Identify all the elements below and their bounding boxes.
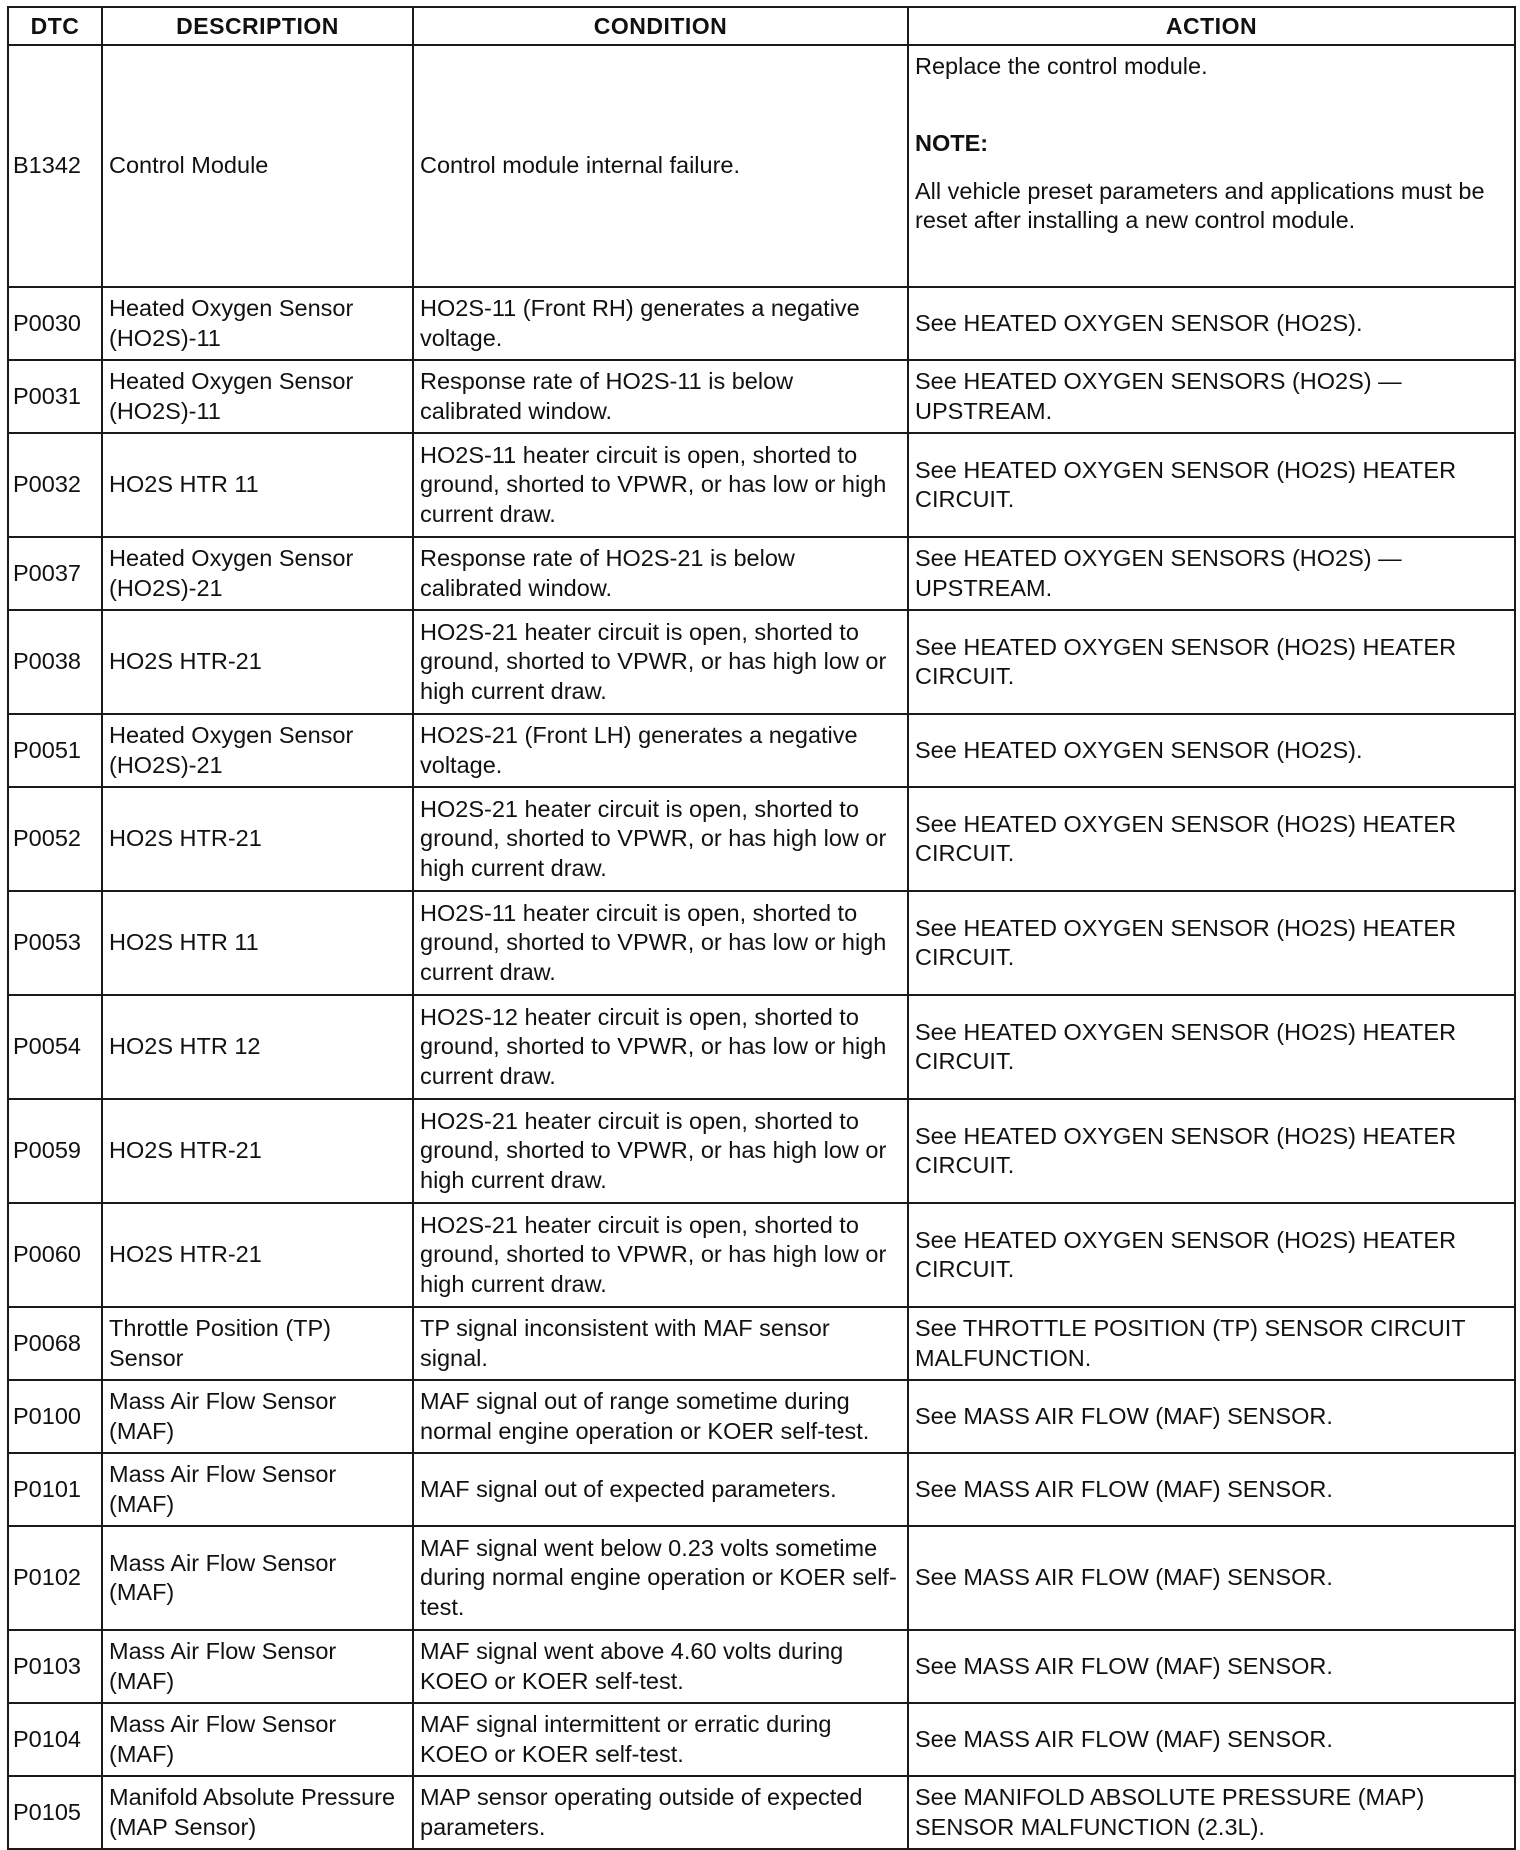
dtc-condition: HO2S-11 heater circuit is open, shorted to ground, shorted to VPWR, or has low or high current draw. — [413, 891, 908, 995]
dtc-description: Mass Air Flow Sensor (MAF) — [102, 1526, 413, 1630]
table-row — [8, 995, 1515, 1099]
header-action: ACTION — [908, 7, 1515, 45]
table-row — [8, 1526, 1515, 1630]
dtc-code: P0037 — [8, 537, 102, 610]
dtc-action: See HEATED OXYGEN SENSOR (HO2S) HEATER CIRCUIT. — [908, 995, 1515, 1099]
dtc-action: See HEATED OXYGEN SENSOR (HO2S) HEATER CIRCUIT. — [908, 610, 1515, 714]
dtc-condition: MAF signal went below 0.23 volts sometime during normal engine operation or KOER self-test. — [413, 1526, 908, 1630]
dtc-description: HO2S HTR-21 — [102, 1099, 413, 1203]
table-row — [8, 45, 1515, 287]
dtc-action: See HEATED OXYGEN SENSOR (HO2S). — [908, 714, 1515, 787]
dtc-description: HO2S HTR 11 — [102, 891, 413, 995]
dtc-code: P0059 — [8, 1099, 102, 1203]
table-row — [8, 1099, 1515, 1203]
table-row — [8, 1776, 1515, 1849]
dtc-condition: Response rate of HO2S-11 is below calibrated window. — [413, 360, 908, 433]
dtc-description: Manifold Absolute Pressure (MAP Sensor) — [102, 1776, 413, 1849]
dtc-action — [908, 45, 1515, 287]
header-description: DESCRIPTION — [102, 7, 413, 45]
dtc-action: See HEATED OXYGEN SENSOR (HO2S) HEATER CIRCUIT. — [908, 891, 1515, 995]
dtc-description: HO2S HTR-21 — [102, 787, 413, 891]
table-row — [8, 1630, 1515, 1703]
dtc-description: HO2S HTR-21 — [102, 610, 413, 714]
dtc-condition: HO2S-21 heater circuit is open, shorted to ground, shorted to VPWR, or has high low or high current draw. — [413, 1203, 908, 1307]
dtc-condition: HO2S-21 heater circuit is open, shorted to ground, shorted to VPWR, or has high low or high current draw. — [413, 610, 908, 714]
dtc-condition: HO2S-21 heater circuit is open, shorted to ground, shorted to VPWR, or has high low or high current draw. — [413, 1099, 908, 1203]
dtc-description: Mass Air Flow Sensor (MAF) — [102, 1453, 413, 1526]
dtc-code: P0104 — [8, 1703, 102, 1776]
dtc-action: See MASS AIR FLOW (MAF) SENSOR. — [908, 1453, 1515, 1526]
table-row — [8, 1703, 1515, 1776]
dtc-code: P0052 — [8, 787, 102, 891]
dtc-code: P0030 — [8, 287, 102, 360]
dtc-code: P0054 — [8, 995, 102, 1099]
dtc-code: P0031 — [8, 360, 102, 433]
dtc-code: P0101 — [8, 1453, 102, 1526]
dtc-code: P0060 — [8, 1203, 102, 1307]
dtc-description: Mass Air Flow Sensor (MAF) — [102, 1380, 413, 1453]
dtc-condition: HO2S-21 heater circuit is open, shorted to ground, shorted to VPWR, or has high low or high current draw. — [413, 787, 908, 891]
header-condition: CONDITION — [413, 7, 908, 45]
dtc-description: Heated Oxygen Sensor (HO2S)-11 — [102, 360, 413, 433]
dtc-action: See HEATED OXYGEN SENSOR (HO2S) HEATER CIRCUIT. — [908, 1203, 1515, 1307]
dtc-action: See MASS AIR FLOW (MAF) SENSOR. — [908, 1630, 1515, 1703]
dtc-condition: MAF signal intermittent or erratic during KOEO or KOER self-test. — [413, 1703, 908, 1776]
dtc-action: See MANIFOLD ABSOLUTE PRESSURE (MAP) SENSOR MALFUNCTION (2.3L). — [908, 1776, 1515, 1849]
dtc-description: Heated Oxygen Sensor (HO2S)-21 — [102, 537, 413, 610]
table-row — [8, 1380, 1515, 1453]
dtc-condition: Response rate of HO2S-21 is below calibrated window. — [413, 537, 908, 610]
table-row — [8, 891, 1515, 995]
table-row — [8, 360, 1515, 433]
dtc-code: P0038 — [8, 610, 102, 714]
dtc-code: P0053 — [8, 891, 102, 995]
dtc-action: See MASS AIR FLOW (MAF) SENSOR. — [908, 1526, 1515, 1630]
dtc-action: See HEATED OXYGEN SENSORS (HO2S) — UPSTREAM. — [908, 360, 1515, 433]
header-dtc: DTC — [8, 7, 102, 45]
dtc-action: See MASS AIR FLOW (MAF) SENSOR. — [908, 1380, 1515, 1453]
dtc-table — [7, 6, 1516, 1850]
action-text: Replace the control module. — [915, 53, 1208, 79]
dtc-condition: MAP sensor operating outside of expected parameters. — [413, 1776, 908, 1849]
dtc-description: Throttle Position (TP) Sensor — [102, 1307, 413, 1380]
table-row — [8, 1203, 1515, 1307]
note-label: NOTE: — [915, 130, 989, 157]
dtc-code: P0102 — [8, 1526, 102, 1630]
dtc-description: HO2S HTR-21 — [102, 1203, 413, 1307]
dtc-code: P0051 — [8, 714, 102, 787]
dtc-condition: MAF signal out of expected parameters. — [413, 1453, 908, 1526]
dtc-description: Mass Air Flow Sensor (MAF) — [102, 1703, 413, 1776]
dtc-condition: TP signal inconsistent with MAF sensor signal. — [413, 1307, 908, 1380]
dtc-code: P0068 — [8, 1307, 102, 1380]
dtc-action: See HEATED OXYGEN SENSORS (HO2S) — UPSTREAM. — [908, 537, 1515, 610]
dtc-description: Heated Oxygen Sensor (HO2S)-21 — [102, 714, 413, 787]
dtc-condition: Control module internal failure. — [413, 45, 908, 287]
dtc-action: See THROTTLE POSITION (TP) SENSOR CIRCUIT MALFUNCTION. — [908, 1307, 1515, 1380]
dtc-action: See HEATED OXYGEN SENSOR (HO2S) HEATER CIRCUIT. — [908, 787, 1515, 891]
dtc-code: P0100 — [8, 1380, 102, 1453]
dtc-condition: HO2S-11 heater circuit is open, shorted to ground, shorted to VPWR, or has low or high current draw. — [413, 433, 908, 537]
table-row — [8, 287, 1515, 360]
table-row — [8, 537, 1515, 610]
table-row — [8, 714, 1515, 787]
dtc-code: P0103 — [8, 1630, 102, 1703]
dtc-description: HO2S HTR 12 — [102, 995, 413, 1099]
dtc-description: Control Module — [102, 45, 413, 287]
dtc-condition: HO2S-11 (Front RH) generates a negative voltage. — [413, 287, 908, 360]
dtc-description: Heated Oxygen Sensor (HO2S)-11 — [102, 287, 413, 360]
dtc-code: P0105 — [8, 1776, 102, 1849]
table-row — [8, 610, 1515, 714]
note-text: All vehicle preset parameters and applications must be reset after installing a new control module. — [915, 177, 1485, 234]
dtc-action: See HEATED OXYGEN SENSOR (HO2S). — [908, 287, 1515, 360]
table-row — [8, 1307, 1515, 1380]
dtc-condition: MAF signal out of range sometime during normal engine operation or KOER self-test. — [413, 1380, 908, 1453]
dtc-code: B1342 — [8, 45, 102, 287]
table-row — [8, 433, 1515, 537]
dtc-code: P0032 — [8, 433, 102, 537]
dtc-condition: HO2S-21 (Front LH) generates a negative voltage. — [413, 714, 908, 787]
dtc-action: See HEATED OXYGEN SENSOR (HO2S) HEATER CIRCUIT. — [908, 433, 1515, 537]
dtc-description: HO2S HTR 11 — [102, 433, 413, 537]
dtc-condition: HO2S-12 heater circuit is open, shorted to ground, shorted to VPWR, or has low or high current draw. — [413, 995, 908, 1099]
dtc-action: See HEATED OXYGEN SENSOR (HO2S) HEATER CIRCUIT. — [908, 1099, 1515, 1203]
table-row — [8, 1453, 1515, 1526]
dtc-description: Mass Air Flow Sensor (MAF) — [102, 1630, 413, 1703]
table-row — [8, 787, 1515, 891]
header-row — [8, 7, 1515, 45]
dtc-condition: MAF signal went above 4.60 volts during KOEO or KOER self-test. — [413, 1630, 908, 1703]
dtc-action: See MASS AIR FLOW (MAF) SENSOR. — [908, 1703, 1515, 1776]
